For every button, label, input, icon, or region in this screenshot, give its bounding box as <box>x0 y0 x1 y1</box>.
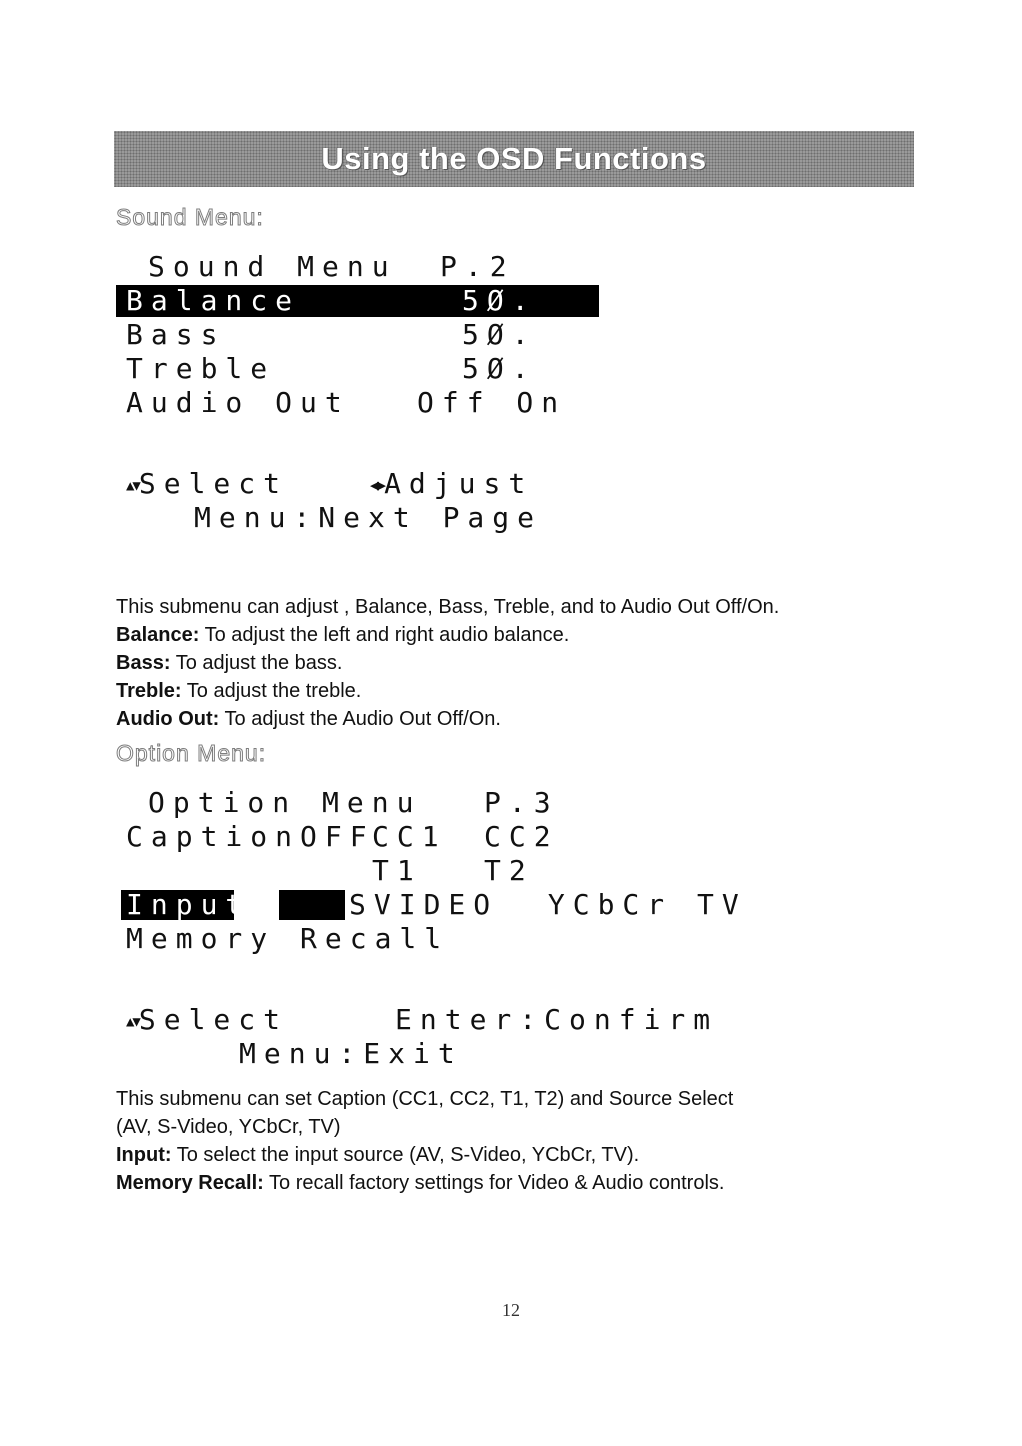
up-down-arrow-icon: ▲▼ <box>126 478 139 494</box>
page-number: 12 <box>502 1300 520 1320</box>
osd-hint-adjust: ◀▶Adjust <box>370 467 534 500</box>
banner-title: Using the OSD Functions <box>321 141 707 176</box>
sound-description: This submenu can adjust , Balance, Bass, Treble, and to Audio Out Off/On. <box>116 596 780 618</box>
osd-row-balance-label: Balance <box>126 284 301 317</box>
osd-hint-enter-confirm: Enter:Confirm <box>395 1003 719 1036</box>
selected-source-block <box>279 890 345 920</box>
definition-memory-recall: Memory Recall: To recall factory settings for Video & Audio controls. <box>116 1172 725 1194</box>
option-description-line1: This submenu can set Caption (CC1, CC2, T1, T2) and Source Select <box>116 1088 734 1110</box>
up-down-arrow-icon: ▲▼ <box>126 1014 139 1030</box>
definition-input: Input: To select the input source (AV, S-Video, YCbCr, TV). <box>116 1144 640 1166</box>
osd-row-bass-value: 5Ø. <box>462 318 537 351</box>
left-right-arrow-icon: ◀▶ <box>370 476 385 494</box>
osd-hint-menu-exit: Menu:Exit <box>239 1037 463 1070</box>
option-menu-heading: Option Menu: <box>116 740 267 766</box>
osd-row-audio-out-value: Off On <box>417 386 567 419</box>
section-banner <box>114 131 914 187</box>
osd-memory-recall: Memory Recall <box>126 922 450 955</box>
osd-input-options: SVIDEO YCbCr TV <box>349 888 747 921</box>
osd-option-hint-select: ▲▼Select <box>126 1003 289 1036</box>
sound-osd-title: Sound Menu <box>148 250 397 283</box>
osd-row-bass-label: Bass <box>126 318 226 351</box>
sound-osd-page: P.2 <box>440 250 515 283</box>
osd-row-audio-out-label: Audio Out <box>126 386 350 419</box>
osd-caption-t2: T2 <box>484 854 534 887</box>
osd-caption-t1: T1 <box>372 854 422 887</box>
definition-balance: Balance: To adjust the left and right audio balance. <box>116 624 570 646</box>
osd-row-balance-value: 5Ø. <box>462 284 537 317</box>
option-osd-title: Option Menu <box>148 786 422 819</box>
osd-caption-cc1: CC1 <box>372 820 447 853</box>
osd-hint-menu-next: Menu:Next Page <box>194 501 543 534</box>
osd-hint-select: ▲▼Select <box>126 467 289 500</box>
definition-treble: Treble: To adjust the treble. <box>116 680 362 702</box>
osd-row-treble-value: 5Ø. <box>462 352 537 385</box>
option-description-line2: (AV, S-Video, YCbCr, TV) <box>116 1116 341 1138</box>
definition-audio-out: Audio Out: To adjust the Audio Out Off/On. <box>116 708 501 730</box>
sound-menu-heading: Sound Menu: <box>116 204 264 230</box>
option-osd-page: P.3 <box>484 786 559 819</box>
osd-row-treble-label: Treble <box>126 352 276 385</box>
osd-caption-cc2: CC2 <box>484 820 559 853</box>
osd-caption-label: CaptionOFF <box>126 820 375 853</box>
osd-input-label: Input <box>126 888 251 921</box>
definition-bass: Bass: To adjust the bass. <box>116 652 343 674</box>
